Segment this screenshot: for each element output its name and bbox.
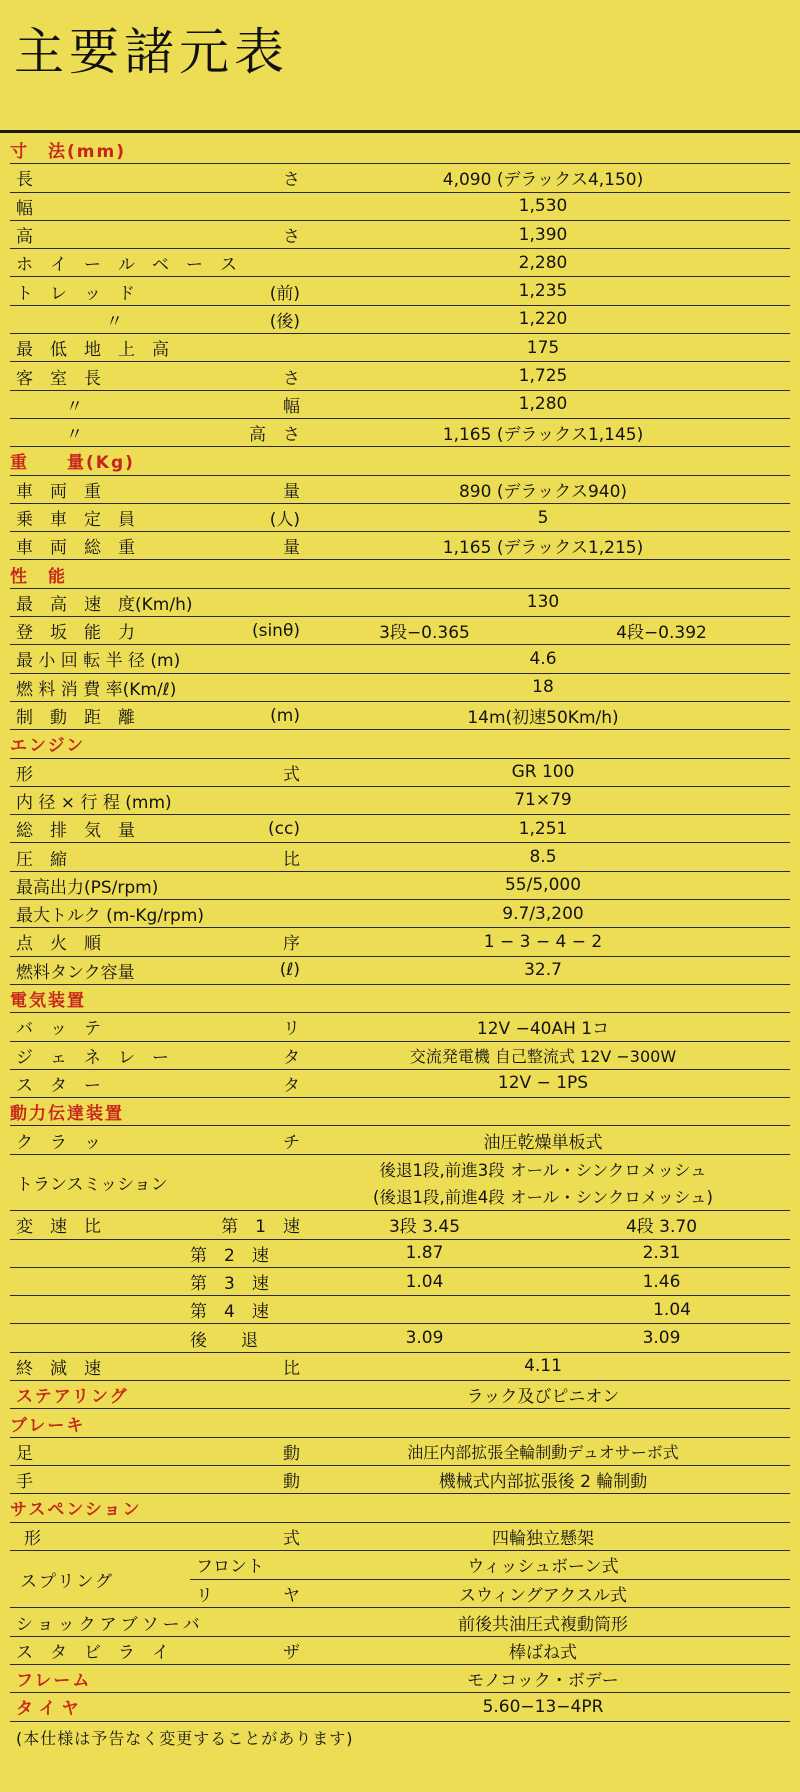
row-bore-stroke <box>10 787 790 815</box>
value-3speed <box>395 1300 475 1320</box>
row-turning-radius <box>10 645 790 673</box>
row-gear-4 <box>10 1296 790 1324</box>
section-steering: ステアリング <box>16 1387 129 1408</box>
section-electrical: 電気装置 <box>10 985 790 1013</box>
label: 最大トルク (m-Kg/rpm) <box>16 906 205 927</box>
section-suspension: サスペンション <box>10 1494 790 1522</box>
label: 第 1 速 <box>221 1217 300 1238</box>
value: 1 − 3 − 4 − 2 <box>483 931 603 952</box>
label: 幅 <box>16 198 33 219</box>
label-suffix: ヤ <box>283 1586 300 1607</box>
section-performance: 性 能 <box>10 560 790 588</box>
section-drivetrain: 動力伝達装置 <box>10 1098 790 1126</box>
value: 5.60−13−4PR <box>482 1696 604 1717</box>
row-spring <box>10 1551 790 1609</box>
row-engine-type <box>10 759 790 787</box>
spec-table <box>10 136 790 1753</box>
row-cabin-length <box>10 362 790 390</box>
label: 第 2 速 <box>190 1245 269 1266</box>
value-4speed: 1.46 <box>642 1271 681 1292</box>
section-weight: 重 量(Kg) <box>10 447 790 475</box>
row-gear-1 <box>10 1211 790 1239</box>
value: 1,165 (デラックス1,145) <box>442 425 644 446</box>
label: ク ラ ッ <box>16 1132 101 1153</box>
ratio-label: 変 速 比 <box>16 1217 101 1238</box>
value: 8.5 <box>529 847 557 868</box>
row-tire <box>10 1693 790 1721</box>
label: 総 排 気 量 <box>16 821 135 842</box>
row-battery <box>10 1013 790 1041</box>
label-suffix: さ <box>283 368 300 389</box>
label: トランスミッション <box>16 1174 168 1195</box>
label: 内 径 × 行 程 (mm) <box>16 792 172 813</box>
label: 第 3 速 <box>190 1274 269 1295</box>
label: 形 <box>16 764 33 785</box>
value-3speed: 1.87 <box>405 1243 444 1264</box>
label: 燃 料 消 費 率(Km/ℓ) <box>16 679 177 700</box>
value: 1,251 <box>518 818 568 839</box>
label-suffix: タ <box>283 1075 300 1096</box>
label: 高 <box>16 227 33 248</box>
value: 130 <box>526 592 560 613</box>
value-3speed: 3段 3.45 <box>388 1217 461 1238</box>
value-4speed: 3.09 <box>642 1328 681 1349</box>
label-suffix: 動 <box>283 1443 300 1464</box>
row-height <box>10 221 790 249</box>
section-tire: タイヤ <box>16 1699 85 1720</box>
label: 最 高 速 度(Km/h) <box>16 594 193 615</box>
label-suffix: さ <box>283 227 300 248</box>
title-divider <box>0 130 800 133</box>
label-suffix: 幅 <box>283 396 300 417</box>
label: ショックアブソーバ <box>16 1614 204 1635</box>
row-shock-absorber <box>10 1608 790 1636</box>
row-length <box>10 164 790 192</box>
row-clutch <box>10 1126 790 1154</box>
value: 1,530 <box>518 196 568 217</box>
row-capacity <box>10 504 790 532</box>
label: 最 小 回 転 半 径 (m) <box>16 651 181 672</box>
value-4speed: 1.04 <box>653 1299 691 1320</box>
row-max-power <box>10 872 790 900</box>
row-cabin-width <box>10 391 790 419</box>
section-engine: エンジン <box>10 730 790 758</box>
value: 14m(初速50Km/h) <box>467 708 619 729</box>
value-3speed: 3段−0.365 <box>379 623 470 644</box>
label-suffix: (ℓ) <box>279 960 300 981</box>
label-suffix: 比 <box>283 1358 300 1379</box>
value: 油圧内部拡張全輪制動デュオサーボ式 <box>407 1442 679 1462</box>
value: 4,090 (デラックス4,150) <box>442 170 644 191</box>
label-suffix: 量 <box>283 481 300 502</box>
row-starter <box>10 1070 790 1098</box>
value: 4.11 <box>524 1356 562 1377</box>
value-4speed: 4段 3.70 <box>625 1217 698 1238</box>
label: 制 動 距 離 <box>16 708 135 729</box>
row-tread-front <box>10 277 790 305</box>
value: 1,235 <box>518 281 568 302</box>
row-displacement <box>10 815 790 843</box>
value: 1,280 <box>518 394 568 415</box>
label: ジ ェ ネ レ ー <box>16 1047 169 1068</box>
label-suffix: チ <box>283 1132 300 1153</box>
value: 2,280 <box>518 252 568 273</box>
label: ス タ ー <box>16 1075 101 1096</box>
label: 車 両 重 <box>16 481 101 502</box>
disclaimer-note: (本仕様は予告なく変更することがあります) <box>16 1728 354 1748</box>
value: 油圧乾燥単板式 <box>483 1132 603 1153</box>
row-stabilizer <box>10 1637 790 1665</box>
label: 乗 車 定 員 <box>16 510 135 530</box>
value-4speed: (後退1段,前進4段 オール・シンクロメッシュ) <box>373 1188 713 1208</box>
value: 18 <box>532 677 554 698</box>
row-max-torque <box>10 900 790 928</box>
value: 1,165 (デラックス1,215) <box>442 538 644 559</box>
value: 1,390 <box>518 224 568 245</box>
label: 手 <box>16 1472 33 1493</box>
label: フロント <box>196 1557 264 1578</box>
row-tank-capacity <box>10 957 790 985</box>
row-final-ratio <box>10 1353 790 1381</box>
value: ラック及びピニオン <box>466 1387 620 1408</box>
label: 最高出力(PS/rpm) <box>16 877 159 898</box>
value: 機械式内部拡張後 2 輪制動 <box>438 1472 648 1493</box>
row-climbing <box>10 617 790 645</box>
label: 〃 <box>106 311 123 332</box>
row-frame <box>10 1665 790 1693</box>
label: バ ッ テ <box>16 1019 101 1040</box>
value: 1,220 <box>518 309 568 330</box>
label-suffix: (前) <box>269 283 300 304</box>
label: ホ イ ー ル ベ ー ス <box>16 255 237 276</box>
value: 1,725 <box>518 366 568 387</box>
label: 〃 <box>66 425 83 446</box>
label-suffix: 量 <box>283 538 300 559</box>
label-suffix: ザ <box>283 1642 300 1663</box>
row-generator <box>10 1042 790 1070</box>
label-suffix: リ <box>283 1019 300 1040</box>
row-gear-3 <box>10 1268 790 1296</box>
value-3speed: 後退1段,前進3段 オール・シンクロメッシュ <box>379 1160 707 1180</box>
value: 四輪独立懸架 <box>492 1528 594 1549</box>
row-gross-weight <box>10 532 790 560</box>
row-spring-front <box>190 1551 790 1580</box>
value: 棒ばね式 <box>509 1642 577 1663</box>
value: 交流発電機 自己整流式 12V −300W <box>409 1046 677 1066</box>
label-suffix: タ <box>283 1047 300 1068</box>
section-brake: ブレーキ <box>10 1409 790 1437</box>
value-4speed: 2.31 <box>642 1243 681 1264</box>
row-suspension-type <box>10 1523 790 1551</box>
label-suffix: 式 <box>283 1528 300 1549</box>
value: 12V − 1PS <box>497 1073 589 1094</box>
label: 第 4 速 <box>190 1302 269 1323</box>
row-compression <box>10 843 790 871</box>
value: ウィッシュボーン式 <box>467 1557 619 1578</box>
spring-label: スプリング <box>20 1571 114 1592</box>
label-suffix: (人) <box>269 510 300 530</box>
value: 前後共油圧式複動筒形 <box>458 1614 628 1635</box>
value: 55/5,000 <box>504 875 582 896</box>
row-ground-clearance <box>10 334 790 362</box>
row-braking-distance <box>10 702 790 730</box>
label: ト レ ッ ド <box>16 283 135 304</box>
row-width <box>10 193 790 221</box>
row-spring-rear <box>190 1580 790 1608</box>
row-wheelbase <box>10 249 790 277</box>
label: 長 <box>16 170 33 191</box>
label: 終 減 速 <box>16 1358 101 1379</box>
value-4speed: 4段−0.392 <box>616 623 707 644</box>
row-gear-2 <box>10 1240 790 1268</box>
value: モノコック・ボデー <box>467 1671 619 1692</box>
label-suffix: さ <box>283 170 300 191</box>
label-suffix: (m) <box>270 705 300 726</box>
value: 4.6 <box>529 648 557 669</box>
label-suffix: 動 <box>283 1472 300 1493</box>
value: 890 (デラックス940) <box>458 481 628 502</box>
section-frame: フレーム <box>16 1671 92 1692</box>
label-suffix: 式 <box>283 764 300 785</box>
value: スウィングアクスル式 <box>459 1586 627 1607</box>
label-suffix: (sinθ) <box>251 620 300 641</box>
label: 最 低 地 上 高 <box>16 340 169 361</box>
label-suffix: 比 <box>283 849 300 870</box>
row-steering <box>10 1381 790 1409</box>
label-suffix: (cc) <box>268 818 300 839</box>
value: 12V −40AH 1コ <box>476 1019 610 1040</box>
row-cabin-height <box>10 419 790 447</box>
row-foot-brake <box>10 1438 790 1466</box>
value: 9.7/3,200 <box>502 903 584 924</box>
value-3speed: 1.04 <box>405 1271 444 1292</box>
label: ス タ ビ ラ イ <box>16 1642 169 1663</box>
label: 点 火 順 <box>16 934 101 955</box>
row-vehicle-weight <box>10 476 790 504</box>
row-fuel-economy <box>10 674 790 702</box>
label: 客 室 長 <box>16 368 101 389</box>
row-firing-order <box>10 928 790 956</box>
label: リ <box>196 1586 213 1607</box>
row-gear-reverse <box>10 1324 790 1352</box>
section-dimensions: 寸 法(mm) <box>10 136 790 164</box>
row-transmission <box>10 1155 790 1212</box>
row-hand-brake <box>10 1466 790 1494</box>
label: 圧 縮 <box>16 849 67 870</box>
label: 形 <box>24 1528 41 1549</box>
label-suffix: 序 <box>283 934 300 955</box>
value: 71×79 <box>514 790 572 811</box>
label: 車 両 総 重 <box>16 538 135 559</box>
value: 175 <box>526 337 560 358</box>
label: 後 退 <box>190 1330 258 1351</box>
label: 足 <box>16 1443 33 1464</box>
row-top-speed <box>10 589 790 617</box>
value: 5 <box>537 507 549 528</box>
label-suffix: (後) <box>269 311 300 332</box>
label: 〃 <box>66 396 83 417</box>
value: GR 100 <box>511 762 575 783</box>
value: 32.7 <box>524 960 562 981</box>
label: 登 坂 能 力 <box>16 623 135 644</box>
label: 燃料タンク容量 <box>16 962 135 983</box>
page-title: 主要諸元表 <box>14 23 289 81</box>
row-tread-rear <box>10 306 790 334</box>
label-suffix: 高 さ <box>249 425 300 446</box>
value-3speed: 3.09 <box>405 1328 444 1349</box>
